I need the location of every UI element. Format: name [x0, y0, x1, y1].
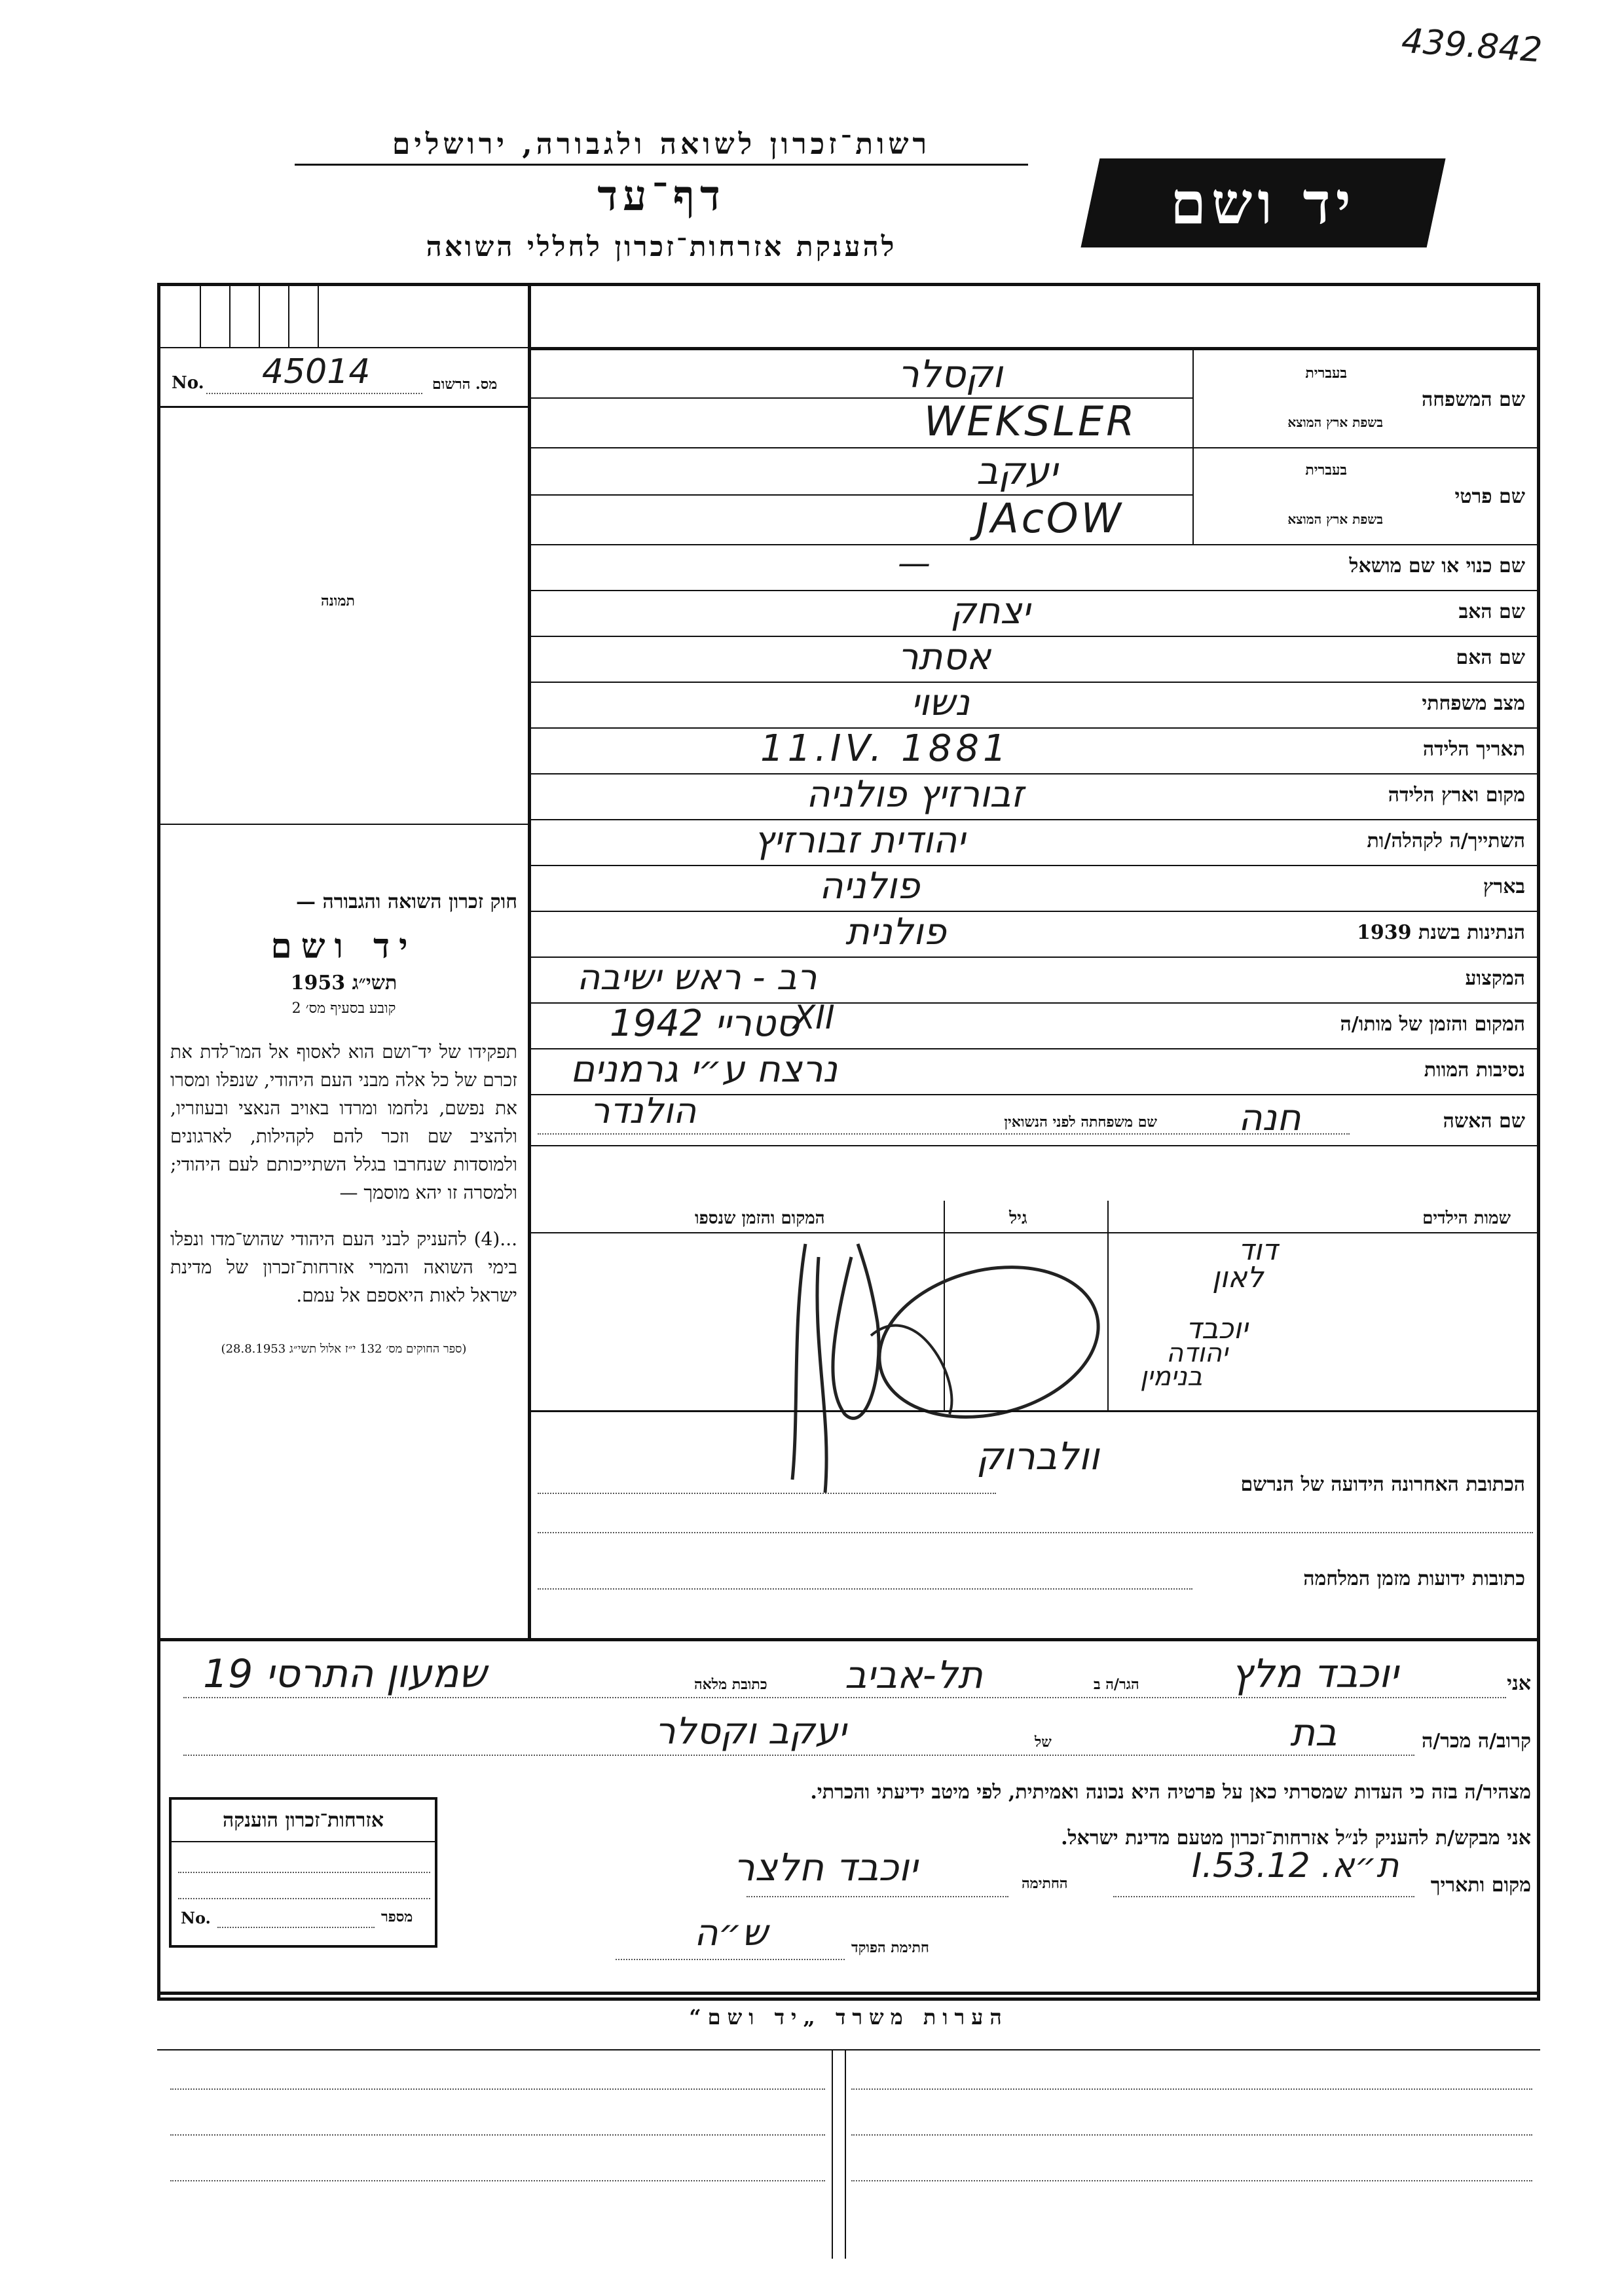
alias-value: —: [898, 544, 931, 582]
field-family-name: [531, 350, 1537, 448]
law-heading: חוק זכרון השואה והגבורה —: [296, 890, 517, 913]
field-first-name: [531, 447, 1537, 545]
family-name-sub-he: בעברית: [1305, 365, 1347, 382]
first-name-sub-he: בעברית: [1305, 462, 1347, 479]
signature-label: החתימה: [1022, 1875, 1068, 1892]
officer-signature-label: חתימת הפוקד: [851, 1939, 929, 1956]
first-name-label: שם פרטי: [1454, 485, 1525, 508]
signature-value: יוכבד חלצר: [733, 1845, 918, 1889]
yad-vashem-logo: [1081, 158, 1446, 247]
place-date-label: מקום ותאריך: [1430, 1874, 1531, 1897]
office-notes-area: [157, 2049, 1540, 2259]
wife-label: שם האשה: [1443, 1110, 1525, 1133]
field-mother: [531, 636, 1537, 683]
profession-value: רב - ראש ישיבה: [577, 957, 817, 998]
last-address-value: וולברוק: [976, 1434, 1099, 1478]
field-birth-date: [531, 727, 1537, 774]
of-label: של: [1035, 1734, 1052, 1751]
of-name: יעקב וקסלר: [655, 1710, 847, 1753]
last-address-row: [531, 1410, 1537, 1515]
law-section: [170, 890, 517, 1356]
certificate-title: אזרחות־זכרון הוענקה: [172, 1800, 435, 1842]
community-label: השתייך/ה לקהלה/ות: [1367, 829, 1525, 852]
declarant-address-label: כתובת מלאה: [694, 1676, 767, 1693]
form-title: דף־עד: [597, 172, 726, 221]
child-name: דוד: [1238, 1233, 1278, 1267]
field-marital-status: [531, 682, 1537, 729]
declarant-i-label: אני: [1507, 1672, 1531, 1695]
death-circumstances-value: נרצח ע״י גרמנים: [570, 1048, 838, 1091]
field-country: [531, 865, 1537, 912]
family-name-label: שם המשפחה: [1421, 388, 1525, 411]
birth-place-label: מקום וארץ הלידה: [1388, 784, 1525, 807]
law-source: (ספר החוקים מס׳ 132 י״ז אלול תשי״ג 28.8.1953): [221, 1342, 467, 1356]
registration-row: [157, 347, 528, 408]
first-name-sub-origin: בשפת ארץ המוצא: [1287, 511, 1383, 527]
death-place-value: סטריי 1942: [610, 1002, 800, 1045]
relation-value: בת: [1290, 1710, 1337, 1755]
law-paragraph-1: תפקידו של יד־ושם הוא לאסוף אל המו־לדת את זכרם של כל אלה מבני העם היהודי, שנפלו ומסרו את נפשם, נלחמו ומרדו באויב הנאצי ובעוזריו, ולהציב שם וזכר להם לקהילות, לארגונים ולמוסדות שנחרבו בגלל השתייכותם לעם היהודי; ולמסרה זו יהא מוסמך —: [170, 1041, 517, 1203]
law-year: תשי״ג 1953: [290, 972, 397, 994]
field-community: [531, 819, 1537, 866]
field-death-place: [531, 998, 1537, 1049]
birth-date-label: תאריך הלידה: [1422, 738, 1525, 761]
registration-number: 45014: [262, 352, 371, 392]
wife-value: חנה: [1238, 1097, 1301, 1139]
relation-label: קרוב/ה מכר/ה: [1422, 1730, 1531, 1753]
last-address-label: הכתובת האחרונה הידועה של הנרשם: [1240, 1473, 1525, 1496]
community-value: יהודית זבורזיץ: [754, 819, 965, 862]
certificate-box: [169, 1797, 437, 1948]
registration-no-label: No.: [172, 373, 204, 393]
alias-label: שם כנוי או שם מושאל: [1349, 555, 1525, 577]
family-name-value-he: וקסלר: [898, 352, 1003, 396]
field-alias: [531, 544, 1537, 591]
father-label: שם האב: [1458, 600, 1525, 623]
marital-status-label: מצב משפחתי: [1422, 692, 1525, 715]
country-value: פולניה: [819, 865, 920, 907]
declarant-city: תל-אביב: [845, 1652, 983, 1697]
logo-text: יד ושם: [1170, 169, 1356, 237]
certificate-no-he: מספר: [381, 1908, 413, 1925]
field-father: [531, 590, 1537, 637]
certificate-no-en: No.: [181, 1908, 211, 1927]
declarant-name: יוכבד מלץ: [1231, 1651, 1399, 1697]
father-value: יצחק: [950, 590, 1031, 632]
law-clause: קובע בסעיף מס׳ 2: [291, 1000, 396, 1017]
children-header-place: המקום והזמן שנספו: [695, 1209, 825, 1228]
law-paragraph-2: ...(4) להעניק לבני העם היהודי שהוש־מדו ונפלו בימי השואה והמרי אזרחות־זכרון של מדינת ישראל לאות היאספם אל עמם.: [170, 1228, 517, 1306]
death-month-value: XII: [793, 998, 835, 1036]
photo-label: תמונה: [321, 592, 355, 610]
declarant-address: שמעון התרסי 19: [203, 1651, 487, 1697]
authority-title: רשות־זכרון לשואה ולגבורה, ירושלים: [295, 128, 1028, 166]
citizenship-label: הנתינות בשנת 1939: [1356, 921, 1525, 944]
birth-date-value: 11.IV. 1881: [760, 727, 1010, 770]
law-name: יד ושם: [270, 926, 417, 966]
form-subtitle: להענקת אזרחות־זכרון לחללי השואה: [426, 230, 897, 263]
registration-he-label: מס. הרשום: [432, 376, 498, 393]
country-label: בארץ: [1483, 875, 1525, 898]
citizenship-value: פולנית: [845, 911, 946, 953]
wife-maiden-label: שם משפחתה לפני הנשואין: [1004, 1114, 1157, 1131]
declarant-resident-label: הגר/ה ב: [1094, 1676, 1139, 1693]
mother-label: שם האם: [1456, 646, 1525, 669]
family-name-sub-origin: בשפת ארץ המוצא: [1287, 414, 1383, 430]
declaration-text: מצהיר/ה בזה כי העדות שמסרתי כאן על פרטיה היא נכונה ואמיתית, לפי מיטב ידיעתי והכרתי.: [810, 1781, 1531, 1804]
place-date-value: ת״א. 12.I.53: [1192, 1846, 1399, 1886]
request-text: אני מבקש/ת להעניק לנ״ל אזרחות־זכרון מטעם מדינת ישראל.: [1061, 1827, 1531, 1850]
wartime-address-label: כתובות ידועות מזמן המלחמה: [1303, 1567, 1525, 1590]
child-name: יוכבד: [1186, 1312, 1248, 1345]
profession-label: המקצוע: [1465, 967, 1525, 990]
death-place-label: המקום והזמן של מותו/ה: [1340, 1013, 1525, 1036]
field-profession: [531, 957, 1537, 1004]
first-name-value-origin: JAcOW: [976, 494, 1124, 542]
birth-place-value: זבורזיץ פולניה: [806, 773, 1024, 816]
first-name-value-he: יעקב: [976, 448, 1058, 493]
field-death-circumstances: [531, 1048, 1537, 1095]
field-wife: [531, 1090, 1537, 1146]
wife-maiden-value: הולנדר: [590, 1090, 697, 1131]
wartime-address-row: [531, 1554, 1537, 1620]
officer-signature-value: ש״ה: [694, 1912, 768, 1954]
child-name: לאון: [1212, 1261, 1264, 1294]
archive-number: 439.842: [1400, 21, 1543, 71]
children-header-age: גיל: [1009, 1209, 1027, 1228]
marital-status-value: נשוי: [911, 682, 970, 724]
family-name-value-origin: WEKSLER: [924, 397, 1137, 445]
mother-value: אסתר: [898, 636, 991, 678]
office-notes-title: הערות משרד „יד ושם“: [689, 2005, 1008, 2030]
death-circumstances-label: נסיבות המוות: [1424, 1059, 1525, 1082]
child-name: בנימין: [1140, 1362, 1203, 1392]
children-header-names: שמות הילדים: [1422, 1209, 1511, 1228]
child-name: יהודה: [1166, 1338, 1228, 1368]
field-birth-place: [531, 773, 1537, 820]
field-citizenship: [531, 911, 1537, 958]
